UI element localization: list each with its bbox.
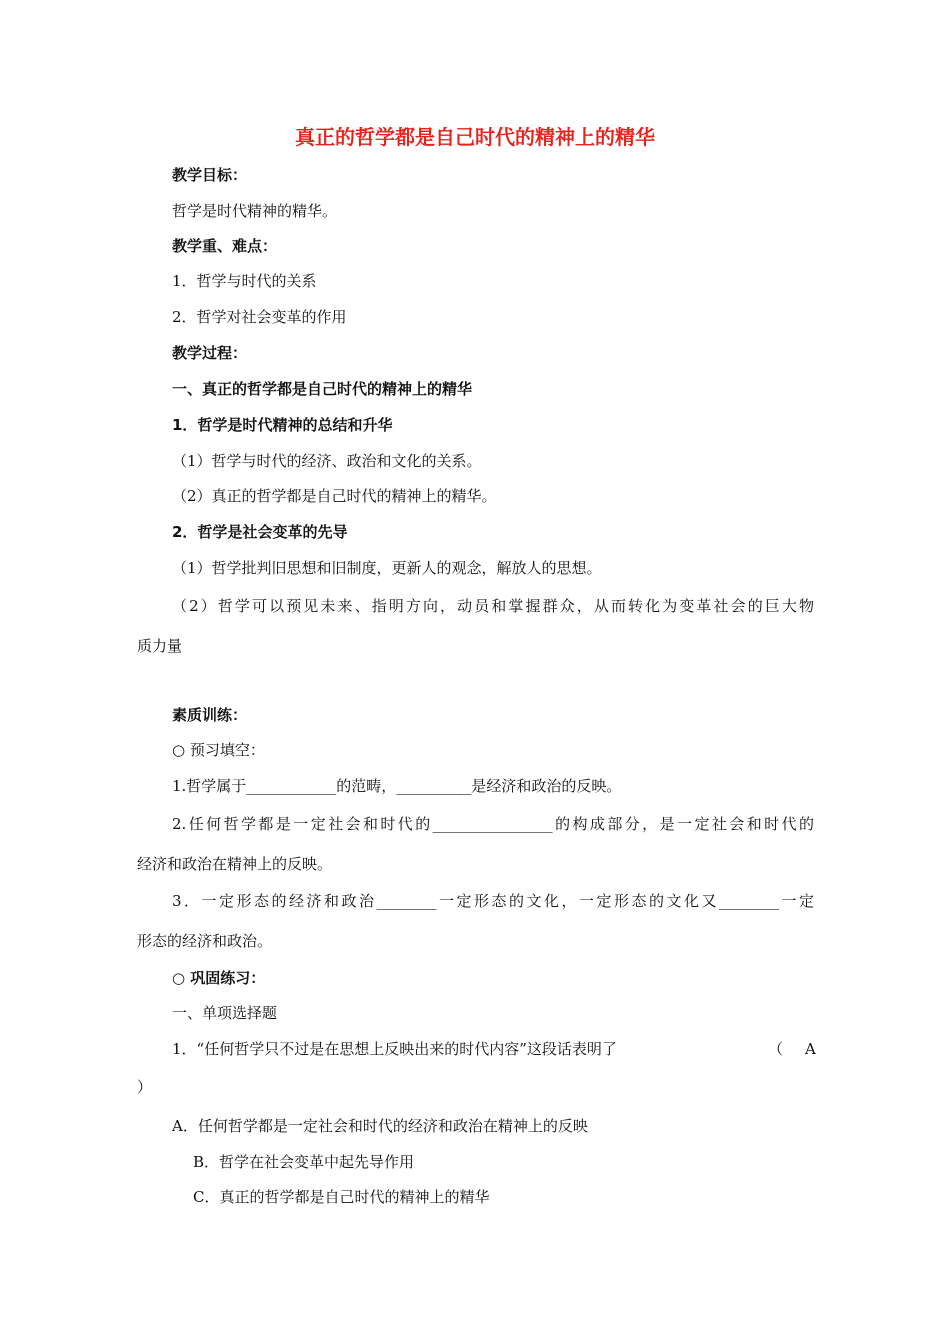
- document-title: 真正的哲学都是自己时代的精神上的精华: [295, 125, 655, 149]
- key-point-1: 1．哲学与时代的关系: [172, 272, 317, 290]
- practice-section: 一、单项选择题: [172, 1004, 278, 1022]
- option-c: C．真正的哲学都是自己时代的精神上的精华: [193, 1188, 490, 1206]
- choice-question-1: 1．“任何哲学只不过是在思想上反映出来的时代内容”这段话表明了: [172, 1040, 617, 1058]
- objectives-heading: 教学目标：: [172, 166, 248, 184]
- sub1-item-1: （1）哲学与时代的经济、政治和文化的关系。: [172, 452, 482, 470]
- sub2-heading: 2．哲学是社会变革的先导: [172, 523, 348, 541]
- key-point-2: 2．哲学对社会变革的作用: [172, 308, 347, 326]
- sub1-item-2: （2）真正的哲学都是自己时代的精神上的精华。: [172, 487, 497, 505]
- fill-blank-2-line1: 2.任何哲学都是一定社会和时代的________________的构成部分，是一定社会和时代的: [172, 815, 814, 833]
- sub1-heading: 1．哲学是时代精神的总结和升华: [172, 416, 393, 434]
- answer-value: A: [805, 1040, 816, 1058]
- answer-bracket-close: ）: [137, 1078, 153, 1096]
- preview-heading: ○ 预习填空：: [172, 741, 265, 759]
- fill-blank-3-line1: 3．一定形态的经济和政治________一定形态的文化，一定形态的文化又________一定: [172, 892, 814, 910]
- section-one-heading: 一、真正的哲学都是自己时代的精神上的精华: [172, 380, 473, 398]
- fill-blank-2-line2: 经济和政治在精神上的反映。: [137, 855, 333, 873]
- answer-bracket-open: （: [768, 1040, 784, 1058]
- sub2-item-1: （1）哲学批判旧思想和旧制度，更新人的观念，解放人的思想。: [172, 559, 602, 577]
- fill-blank-3-line2: 形态的经济和政治。: [137, 932, 273, 950]
- training-heading: 素质训练：: [172, 706, 248, 724]
- practice-heading: ○ 巩固练习：: [172, 969, 266, 987]
- sub2-item-2-line2: 质力量: [137, 637, 183, 655]
- sub2-item-2-line1: （2）哲学可以预见未来、指明方向，动员和掌握群众，从而转化为变革社会的巨大物: [172, 597, 814, 615]
- option-b: B．哲学在社会变革中起先导作用: [193, 1153, 415, 1171]
- fill-blank-1: 1.哲学属于____________的范畴，__________是经济和政治的反映。: [172, 777, 622, 795]
- key-points-heading: 教学重、难点：: [172, 237, 278, 255]
- process-heading: 教学过程：: [172, 344, 248, 362]
- objectives-text: 哲学是时代精神的精华。: [172, 202, 338, 220]
- option-a: A．任何哲学都是一定社会和时代的经济和政治在精神上的反映: [172, 1117, 588, 1135]
